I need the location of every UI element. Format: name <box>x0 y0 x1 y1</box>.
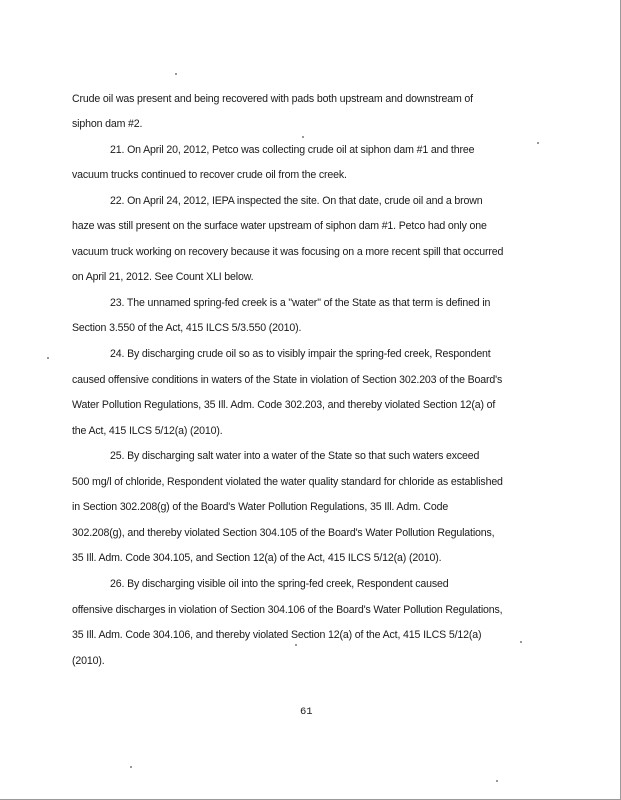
text-line: 35 Ill. Adm. Code 304.105, and Section 12(a) of the Act, 415 ILCS 5/12(a) (2010). <box>72 552 442 564</box>
text-line: 500 mg/l of chloride, Respondent violated the water quality standard for chloride as established <box>72 476 503 488</box>
paragraph-23-start: 23. The unnamed spring-fed creek is a "water" of the State as that term is defined in <box>110 297 491 309</box>
text-line: offensive discharges in violation of Section 304.106 of the Board's Water Pollution Regulations, <box>72 604 503 616</box>
scan-speck <box>295 644 297 646</box>
text-line: 302.208(g), and thereby violated Section 304.105 of the Board's Water Pollution Regulations, <box>72 527 495 539</box>
scan-speck <box>496 780 498 782</box>
scan-speck <box>175 73 177 75</box>
scan-speck <box>47 357 49 359</box>
scan-speck <box>130 766 132 768</box>
text-line: in Section 302.208(g) of the Board's Water Pollution Regulations, 35 Ill. Adm. Code <box>72 501 449 513</box>
text-line: Crude oil was present and being recovered with pads both upstream and downstream of <box>72 93 473 105</box>
paragraph-21-start: 21. On April 20, 2012, Petco was collecting crude oil at siphon dam #1 and three <box>110 144 475 156</box>
text-line: (2010). <box>72 655 105 667</box>
paragraph-26-start: 26. By discharging visible oil into the spring-fed creek, Respondent caused <box>110 578 449 590</box>
scan-speck <box>537 142 539 144</box>
scan-speck <box>302 136 304 138</box>
text-line: caused offensive conditions in waters of the State in violation of Section 302.203 of the Board's <box>72 374 503 386</box>
scan-speck <box>520 641 522 643</box>
paragraph-22-start: 22. On April 24, 2012, IEPA inspected the site. On that date, crude oil and a brown <box>110 195 483 207</box>
text-line: vacuum truck working on recovery because it was focusing on a more recent spill that occurred <box>72 246 504 258</box>
text-line: haze was still present on the surface water upstream of siphon dam #1. Petco had only one <box>72 220 487 232</box>
paragraph-25-start: 25. By discharging salt water into a water of the State so that such waters exceed <box>110 450 480 462</box>
text-line: the Act, 415 ILCS 5/12(a) (2010). <box>72 425 223 437</box>
text-line: Section 3.550 of the Act, 415 ILCS 5/3.550 (2010). <box>72 322 302 334</box>
text-line: siphon dam #2. <box>72 118 143 130</box>
text-line: on April 21, 2012. See Count XLI below. <box>72 271 254 283</box>
text-line: vacuum trucks continued to recover crude oil from the creek. <box>72 169 347 181</box>
text-line: Water Pollution Regulations, 35 Ill. Adm. Code 302.203, and thereby violated Section 12(a) of <box>72 399 496 411</box>
page-number: 61 <box>300 706 313 718</box>
paragraph-24-start: 24. By discharging crude oil so as to visibly impair the spring-fed creek, Respondent <box>110 348 491 360</box>
text-line: 35 Ill. Adm. Code 304.106, and thereby violated Section 12(a) of the Act, 415 ILCS 5/12(a) <box>72 629 482 641</box>
